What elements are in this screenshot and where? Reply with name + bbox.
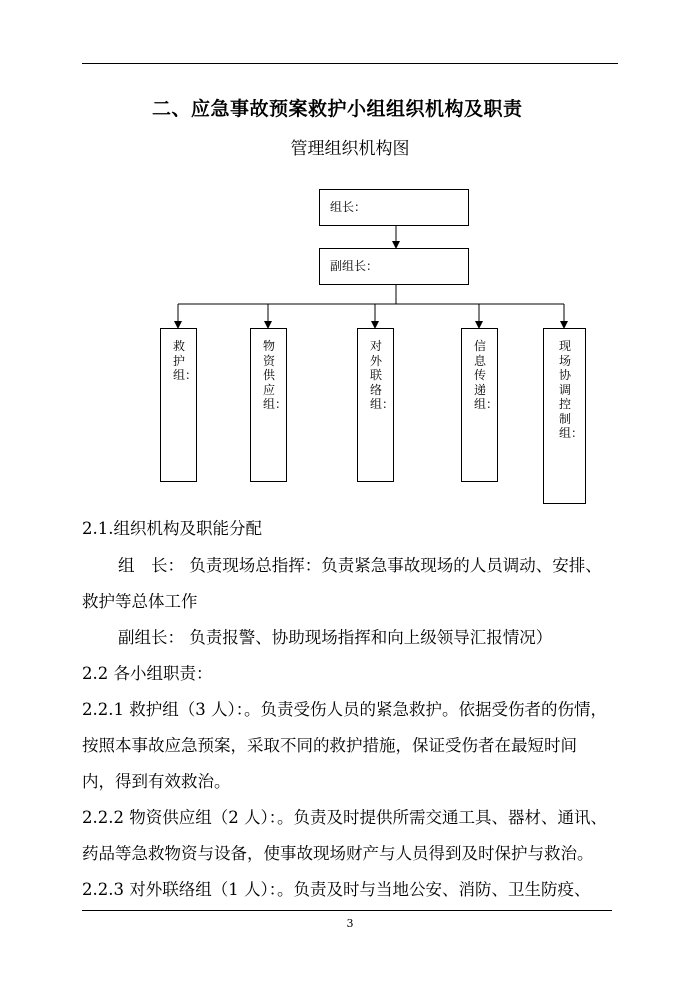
leader-duty-line-2: 救护等总体工作 [82,592,198,611]
leader-duty-line-1: 组 长： 负责现场总指挥：负责紧急事故现场的人员调动、安排、 [118,556,602,575]
org-box-supply-group-label: 物资供应组： [263,339,288,411]
deputy-duty-line: 副组长： 负责报警、协助现场指挥和向上级领导汇报情况） [118,628,553,647]
org-box-info-group [461,328,498,482]
org-box-coordination-group [543,328,586,504]
section-2-2-2-line-2: 药品等急救物资与设备，使事故现场财产与人员得到及时保护与救治。 [82,844,594,863]
section-2-1-heading: 2.1.组织机构及职能分配 [82,519,262,538]
page-number: 3 [346,917,354,930]
org-box-rescue-group [160,328,197,482]
section-2-2-heading: 2.2 各小组职责： [82,664,213,683]
org-box-liaison-group [357,328,394,482]
org-box-deputy-label: 副组长： [330,259,379,273]
org-box-info-group-label: 信息传递组： [474,339,499,411]
org-box-deputy [319,248,469,285]
footer-rule [82,910,612,911]
org-box-rescue-group-label: 救护组： [173,339,198,382]
section-2-2-1-line-2: 按照本事故应急预案，采取不同的救护措施，保证受伤者在最短时间 [82,736,577,755]
chart-title: 管理组织机构图 [290,139,410,159]
org-box-supply-group [250,328,287,482]
section-2-2-3-line-1: 2.2.3 对外联络组（1 人）：。负责及时与当地公安、消防、卫生防疫、 [82,880,591,899]
org-box-leader [319,189,469,226]
org-box-coordination-group-label: 现场协调控制组： [559,339,584,440]
section-heading: 二、应急事故预案救护小组组织机构及职责 [152,98,523,120]
section-2-2-2-line-1: 2.2.2 物资供应组（2 人）：。负责及时提供所需交通工具、器材、通讯、 [82,808,607,827]
org-box-leader-label: 组长： [330,200,367,214]
org-box-liaison-group-label: 对外联络组： [370,339,395,411]
section-2-2-1-line-3: 内，得到有效救治。 [82,772,231,791]
section-2-2-1-line-1: 2.2.1 救护组（3 人）：。负责受伤人员的紧急救护。依据受伤者的伤情， [82,700,607,719]
